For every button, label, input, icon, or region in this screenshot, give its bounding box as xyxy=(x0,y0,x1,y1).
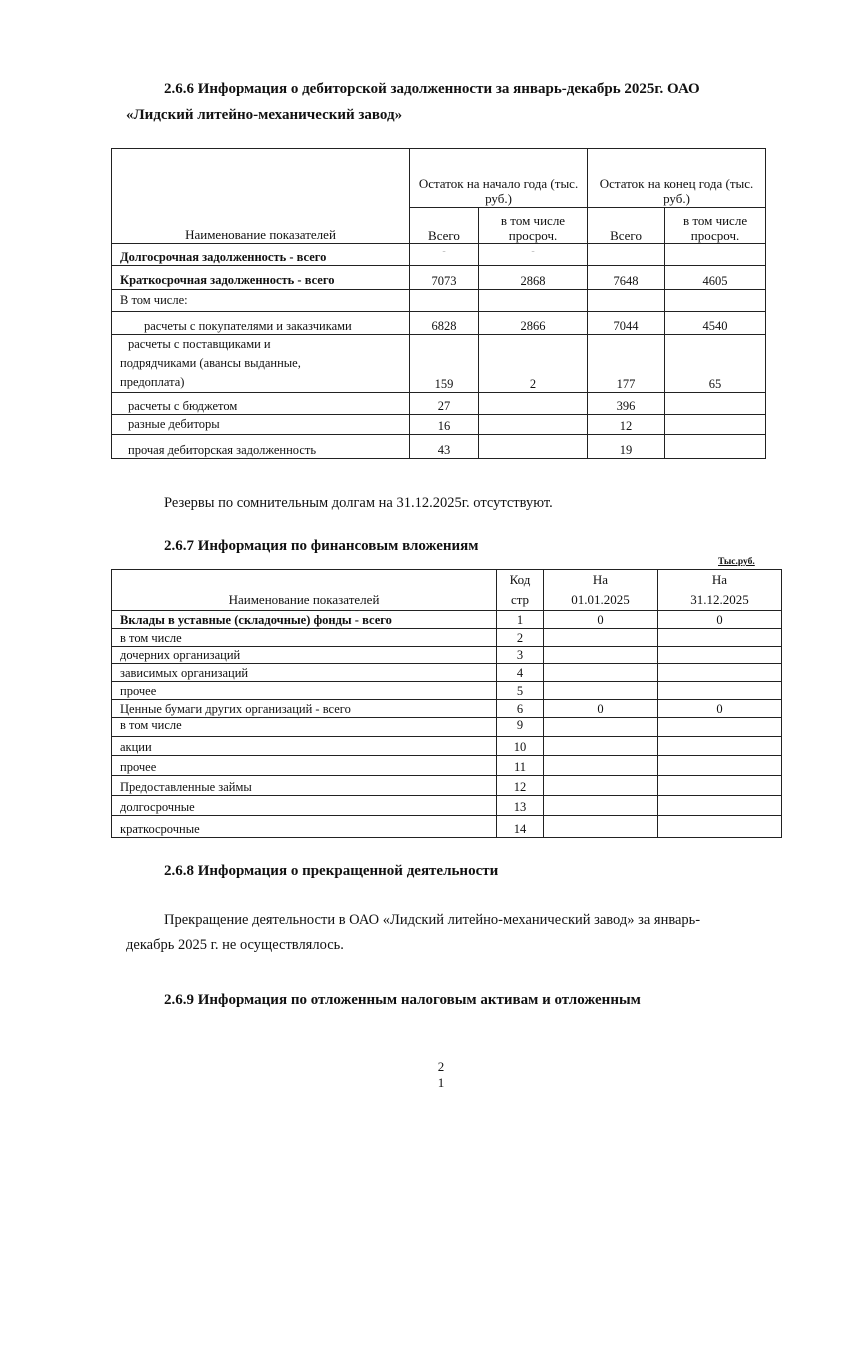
row-code: 4 xyxy=(497,664,544,682)
row-code: 5 xyxy=(497,682,544,700)
cell-end-total: 19 xyxy=(588,435,665,459)
doubtful-debts-note: Резервы по сомнительным долгам на 31.12.2025г. отсутствуют. xyxy=(164,495,553,511)
table-row xyxy=(112,682,782,700)
page-number-line2: 1 xyxy=(437,1075,445,1090)
cell-end-overdue: 65 xyxy=(665,335,766,393)
col-header-start-line1: На xyxy=(592,572,609,587)
units-label: Тыс.руб. xyxy=(718,557,755,567)
table-row xyxy=(112,700,782,718)
cell-end-overdue xyxy=(665,435,766,459)
col-header-name: Наименование показателей xyxy=(112,149,410,244)
cell-start xyxy=(544,718,658,737)
table-row xyxy=(112,611,782,629)
cell-start xyxy=(544,737,658,756)
cell-start: 0 xyxy=(544,700,658,718)
table-row xyxy=(112,393,766,415)
cell-end xyxy=(658,629,782,647)
cell-end-total: 12 xyxy=(588,415,665,435)
section-268-para-line1: Прекращение деятельности в ОАО «Лидский литейно-механический завод» за январь- xyxy=(164,912,701,928)
cell-end-overdue xyxy=(665,415,766,435)
cell-end-total: 7044 xyxy=(588,312,665,335)
row-name: В том числе: xyxy=(112,290,410,312)
cell-end-overdue: 4605 xyxy=(665,266,766,290)
cell-end-overdue xyxy=(665,290,766,312)
page-number xyxy=(431,1059,451,1091)
cell-start xyxy=(544,796,658,816)
cell-end-overdue xyxy=(665,393,766,415)
cell-end-total xyxy=(588,244,665,266)
table-header-row xyxy=(112,149,766,208)
section-268-para-line2: декабрь 2025 г. не осуществлялось. xyxy=(126,937,344,953)
row-name: краткосрочные xyxy=(112,816,497,838)
section-266-heading-line2: «Лидский литейно-механический завод» xyxy=(126,107,403,123)
cell-end-total xyxy=(588,290,665,312)
cell-start xyxy=(544,756,658,776)
cell-start xyxy=(544,647,658,664)
table-row xyxy=(112,244,766,266)
row-code: 13 xyxy=(497,796,544,816)
cell-end-overdue: 4540 xyxy=(665,312,766,335)
section-269-heading: 2.6.9 Информация по отложенным налоговым активам и отложенным xyxy=(164,992,641,1008)
row-code: 6 xyxy=(497,700,544,718)
cell-start-total: 16 xyxy=(410,415,479,435)
cell-start-overdue xyxy=(479,393,588,415)
financial-investments-table xyxy=(111,569,782,838)
receivables-table xyxy=(111,148,766,459)
row-code: 14 xyxy=(497,816,544,838)
row-name: Предоставленные займы xyxy=(112,776,497,796)
table-row xyxy=(112,776,782,796)
col-header-start-of-year: Остаток на начало года (тыс. руб.) xyxy=(410,149,588,208)
row-name: расчеты с бюджетом xyxy=(112,393,410,415)
row-name: разные дебиторы xyxy=(112,415,410,435)
cell-end xyxy=(658,682,782,700)
table-row xyxy=(112,756,782,776)
cell-end: 0 xyxy=(658,700,782,718)
cell-start-total: 6828 xyxy=(410,312,479,335)
cell-end-total: 396 xyxy=(588,393,665,415)
cell-start xyxy=(544,682,658,700)
cell-end-overdue xyxy=(665,244,766,266)
table-row xyxy=(112,415,766,435)
row-name: прочее xyxy=(112,682,497,700)
cell-start-total: - xyxy=(410,244,479,266)
cell-end-total: 177 xyxy=(588,335,665,393)
cell-start-overdue: - xyxy=(479,244,588,266)
cell-end xyxy=(658,756,782,776)
row-name: зависимых организаций xyxy=(112,664,497,682)
table-row xyxy=(112,647,782,664)
row-name: Долгосрочная задолженность - всего xyxy=(112,244,410,266)
row-name: расчеты с поставщиками и подрядчиками (авансы выданные, предоплата) xyxy=(112,335,410,393)
table-row xyxy=(112,335,766,393)
col-header-end-line2: 31.12.2025 xyxy=(690,592,749,607)
row-name: дочерних организаций xyxy=(112,647,497,664)
page-number-line1: 2 xyxy=(437,1059,445,1074)
col-header-code-line2: стр xyxy=(510,592,530,607)
table-row xyxy=(112,435,766,459)
col-header-code xyxy=(497,570,544,611)
cell-end xyxy=(658,737,782,756)
cell-start-overdue: 2866 xyxy=(479,312,588,335)
table-header-row xyxy=(112,570,782,611)
table-row xyxy=(112,629,782,647)
row-name: прочая дебиторская задолженность xyxy=(112,435,410,459)
row-name: Краткосрочная задолженность - всего xyxy=(112,266,410,290)
row-name: Ценные бумаги других организаций - всего xyxy=(112,700,497,718)
col-header-end-line1: На xyxy=(711,572,728,587)
cell-end xyxy=(658,816,782,838)
subheader-start-total: Всего xyxy=(410,208,479,244)
row-name: прочее xyxy=(112,756,497,776)
cell-start xyxy=(544,816,658,838)
row-code: 10 xyxy=(497,737,544,756)
table-row xyxy=(112,718,782,737)
cell-start-total xyxy=(410,290,479,312)
table-row xyxy=(112,816,782,838)
cell-start xyxy=(544,776,658,796)
cell-start-overdue xyxy=(479,415,588,435)
row-name: в том числе xyxy=(112,718,497,737)
row-name: в том числе xyxy=(112,629,497,647)
table-row xyxy=(112,737,782,756)
col-header-name: Наименование показателей xyxy=(112,570,497,611)
subheader-end-overdue: в том числе просроч. xyxy=(665,208,766,244)
col-header-end-of-year: Остаток на конец года (тыс. руб.) xyxy=(588,149,766,208)
section-267-heading: 2.6.7 Информация по финансовым вложениям xyxy=(164,538,479,554)
cell-start: 0 xyxy=(544,611,658,629)
row-name: Вклады в уставные (складочные) фонды - всего xyxy=(112,611,497,629)
cell-start-overdue: 2868 xyxy=(479,266,588,290)
cell-end xyxy=(658,776,782,796)
row-name: расчеты с покупателями и заказчиками xyxy=(112,312,410,335)
cell-end: 0 xyxy=(658,611,782,629)
table-row xyxy=(112,312,766,335)
cell-start-total: 27 xyxy=(410,393,479,415)
cell-end-total: 7648 xyxy=(588,266,665,290)
section-266-heading-line1: 2.6.6 Информация о дебиторской задолженности за январь-декабрь 2025г. ОАО xyxy=(164,81,700,97)
cell-start xyxy=(544,629,658,647)
row-code: 3 xyxy=(497,647,544,664)
row-code: 2 xyxy=(497,629,544,647)
cell-end xyxy=(658,796,782,816)
cell-start-total: 43 xyxy=(410,435,479,459)
cell-start xyxy=(544,664,658,682)
col-header-code-line1: Код xyxy=(509,572,531,587)
cell-start-total: 159 xyxy=(410,335,479,393)
subheader-start-overdue: в том числе просроч. xyxy=(479,208,588,244)
cell-end xyxy=(658,718,782,737)
cell-start-overdue xyxy=(479,290,588,312)
col-header-start-line2: 01.01.2025 xyxy=(571,592,630,607)
cell-start-overdue: 2 xyxy=(479,335,588,393)
row-code: 9 xyxy=(497,718,544,737)
cell-end xyxy=(658,664,782,682)
row-code: 1 xyxy=(497,611,544,629)
table-row xyxy=(112,266,766,290)
row-code: 11 xyxy=(497,756,544,776)
cell-end xyxy=(658,647,782,664)
table-row xyxy=(112,290,766,312)
cell-start-overdue xyxy=(479,435,588,459)
row-code: 12 xyxy=(497,776,544,796)
subheader-end-total: Всего xyxy=(588,208,665,244)
col-header-end xyxy=(658,570,782,611)
table-row xyxy=(112,796,782,816)
cell-start-total: 7073 xyxy=(410,266,479,290)
col-header-start xyxy=(544,570,658,611)
row-name: акции xyxy=(112,737,497,756)
row-name: долгосрочные xyxy=(112,796,497,816)
section-268-heading: 2.6.8 Информация о прекращенной деятельности xyxy=(164,863,499,879)
table-row xyxy=(112,664,782,682)
